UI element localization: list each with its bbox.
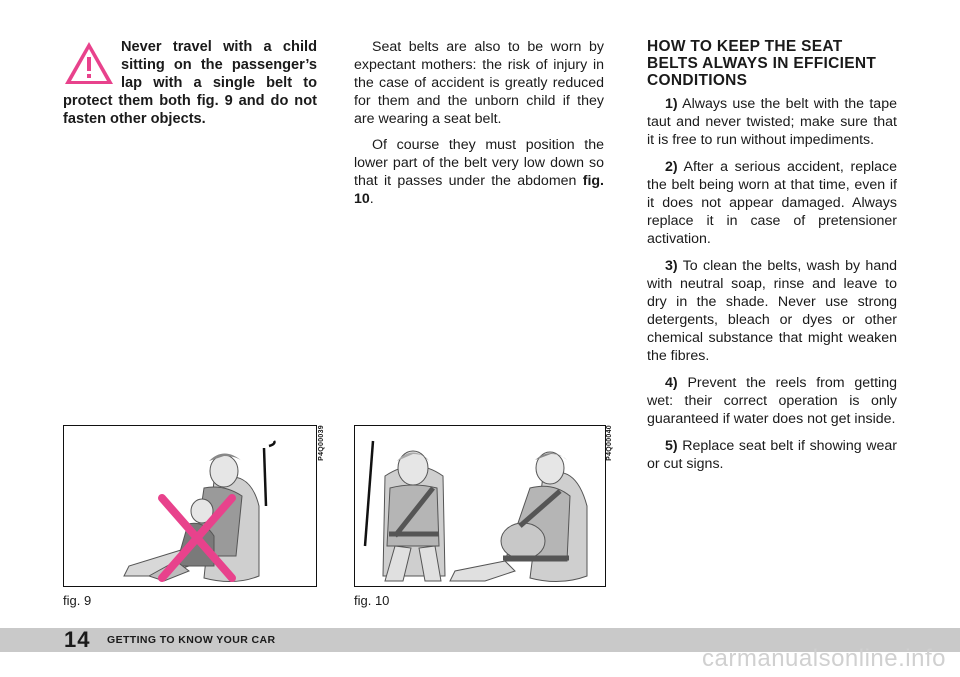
warning-block xyxy=(63,38,317,128)
list-item xyxy=(647,437,897,473)
paragraph-end: . xyxy=(369,191,374,207)
item-text: Replace seat belt if showing wear or cut signs. xyxy=(647,438,897,472)
figure-9-illustration xyxy=(64,426,316,586)
warning-text: Never travel with a child sitting on the passenger’s lap with a single belt to protect them both fig. 9 and do not fasten other objects. xyxy=(63,39,317,127)
figure-10-caption: fig. 10 xyxy=(354,593,390,608)
item-number: 4) xyxy=(665,375,678,391)
item-text: Prevent the reels from getting wet: their correct operation is only guaranteed if water does not get inside. xyxy=(647,375,897,427)
item-number: 5) xyxy=(665,438,678,454)
page-number: 14 xyxy=(64,627,91,652)
figure-9-code: P4Q00039 xyxy=(318,425,325,461)
item-text: After a serious accident, replace the belt being worn at that time, even if it does not appear damaged. Always replace it in case of pretensioner activation. xyxy=(647,159,897,247)
warning-triangle-icon xyxy=(63,40,115,86)
figure-10-code: P4Q00040 xyxy=(606,425,613,461)
paragraph-belt-position xyxy=(354,136,604,208)
list-item xyxy=(647,95,897,149)
paragraph-belt-position-text: Of course they must position the lower part of the belt very low down so that it passes under the abdomen xyxy=(354,137,604,189)
column-2 xyxy=(354,38,604,208)
figure-9-image xyxy=(63,425,317,587)
figure-10-illustration xyxy=(355,426,605,586)
list-item xyxy=(647,158,897,248)
figure-9-caption: fig. 9 xyxy=(63,593,92,608)
item-text: To clean the belts, wash by hand with neutral soap, rinse and leave to dry in the shade. Never use strong detergents, bleach or dyes or other chemical substance that might weaken the fibres. xyxy=(647,258,897,364)
item-number: 3) xyxy=(665,258,678,274)
item-number: 1) xyxy=(665,96,678,112)
list-item xyxy=(647,257,897,365)
section-heading: HOW TO KEEP THE SEAT BELTS ALWAYS IN EFFICIENT CONDITIONS xyxy=(647,38,877,89)
figure-10-image xyxy=(354,425,606,587)
figure-reference: fig. 10 xyxy=(354,173,604,207)
item-text: Always use the belt with the tape taut and never twisted; make sure that it is free to run without impediments. xyxy=(647,96,897,148)
list-item xyxy=(647,374,897,428)
item-number: 2) xyxy=(665,159,678,175)
column-3 xyxy=(647,38,897,473)
section-title: GETTING TO KNOW YOUR CAR xyxy=(107,634,276,646)
watermark: carmanualsonline.info xyxy=(702,645,946,672)
paragraph-expectant-mothers: Seat belts are also to be worn by expectant mothers: the risk of injury in the case of accident is greatly reduced for them and the unborn child if they are wearing a seat belt. xyxy=(354,39,604,127)
